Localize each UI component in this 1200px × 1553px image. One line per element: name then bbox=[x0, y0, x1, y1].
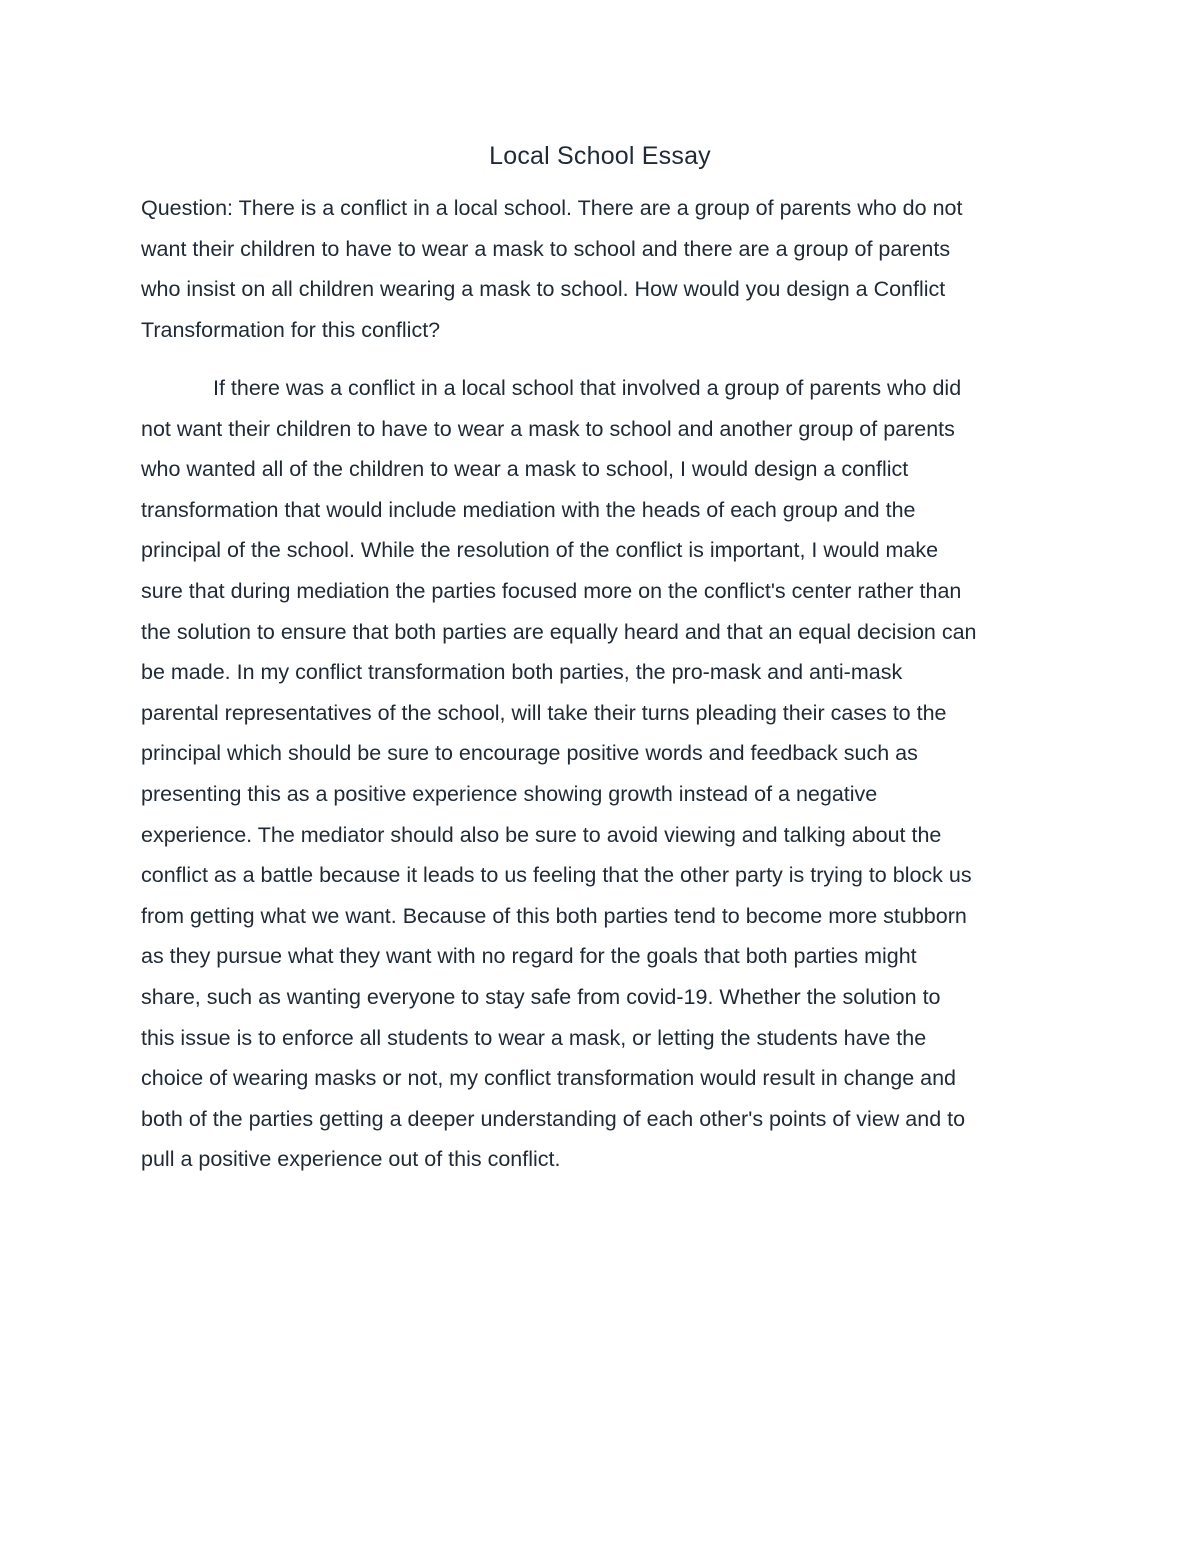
essay-line: choice of wearing masks or not, my conflict transformation would result in change and bbox=[141, 1066, 957, 1091]
essay-line: experience. The mediator should also be sure to avoid viewing and talking about the bbox=[141, 822, 942, 847]
document-title: Local School Essay bbox=[489, 142, 711, 170]
question-paragraph bbox=[141, 188, 1061, 350]
question-line: Transformation for this conflict? bbox=[141, 317, 441, 342]
essay-line: presenting this as a positive experience showing growth instead of a negative bbox=[141, 781, 878, 806]
essay-line: be made. In my conflict transformation both parties, the pro-mask and anti-mask bbox=[141, 660, 903, 685]
essay-line: share, such as wanting everyone to stay safe from covid-19. Whether the solution to bbox=[141, 984, 941, 1009]
essay-line: parental representatives of the school, will take their turns pleading their cases to the bbox=[141, 700, 947, 725]
question-line: who insist on all children wearing a mask to school. How would you design a Conflict bbox=[141, 277, 946, 302]
essay-line: principal which should be sure to encourage positive words and feedback such as bbox=[141, 741, 918, 766]
question-line: want their children to have to wear a mask to school and there are a group of parents bbox=[141, 236, 951, 261]
essay-line: from getting what we want. Because of this both parties tend to become more stubborn bbox=[141, 903, 967, 928]
essay-line: conflict as a battle because it leads to us feeling that the other party is trying to block us bbox=[141, 863, 972, 888]
essay-line: as they pursue what they want with no regard for the goals that both parties might bbox=[141, 944, 917, 969]
essay-line: the solution to ensure that both parties are equally heard and that an equal decision can bbox=[141, 619, 977, 644]
question-line: Question: There is a conflict in a local school. There are a group of parents who do not bbox=[141, 196, 963, 220]
essay-line: this issue is to enforce all students to wear a mask, or letting the students have the bbox=[141, 1025, 927, 1050]
essay-line: who wanted all of the children to wear a mask to school, I would design a conflict bbox=[141, 457, 909, 482]
essay-line: If there was a conflict in a local school that involved a group of parents who did bbox=[213, 376, 962, 400]
essay-line: transformation that would include mediation with the heads of each group and the bbox=[141, 497, 916, 522]
essay-line: sure that during mediation the parties focused more on the conflict's center rather than bbox=[141, 578, 962, 603]
essay-line: both of the parties getting a deeper understanding of each other's points of view and to bbox=[141, 1106, 966, 1131]
essay-line: not want their children to have to wear a mask to school and another group of parents bbox=[141, 416, 955, 441]
essay-line: pull a positive experience out of this conflict. bbox=[141, 1147, 561, 1172]
essay-paragraph bbox=[141, 368, 1061, 1180]
essay-line: principal of the school. While the resolution of the conflict is important, I would make bbox=[141, 538, 939, 563]
